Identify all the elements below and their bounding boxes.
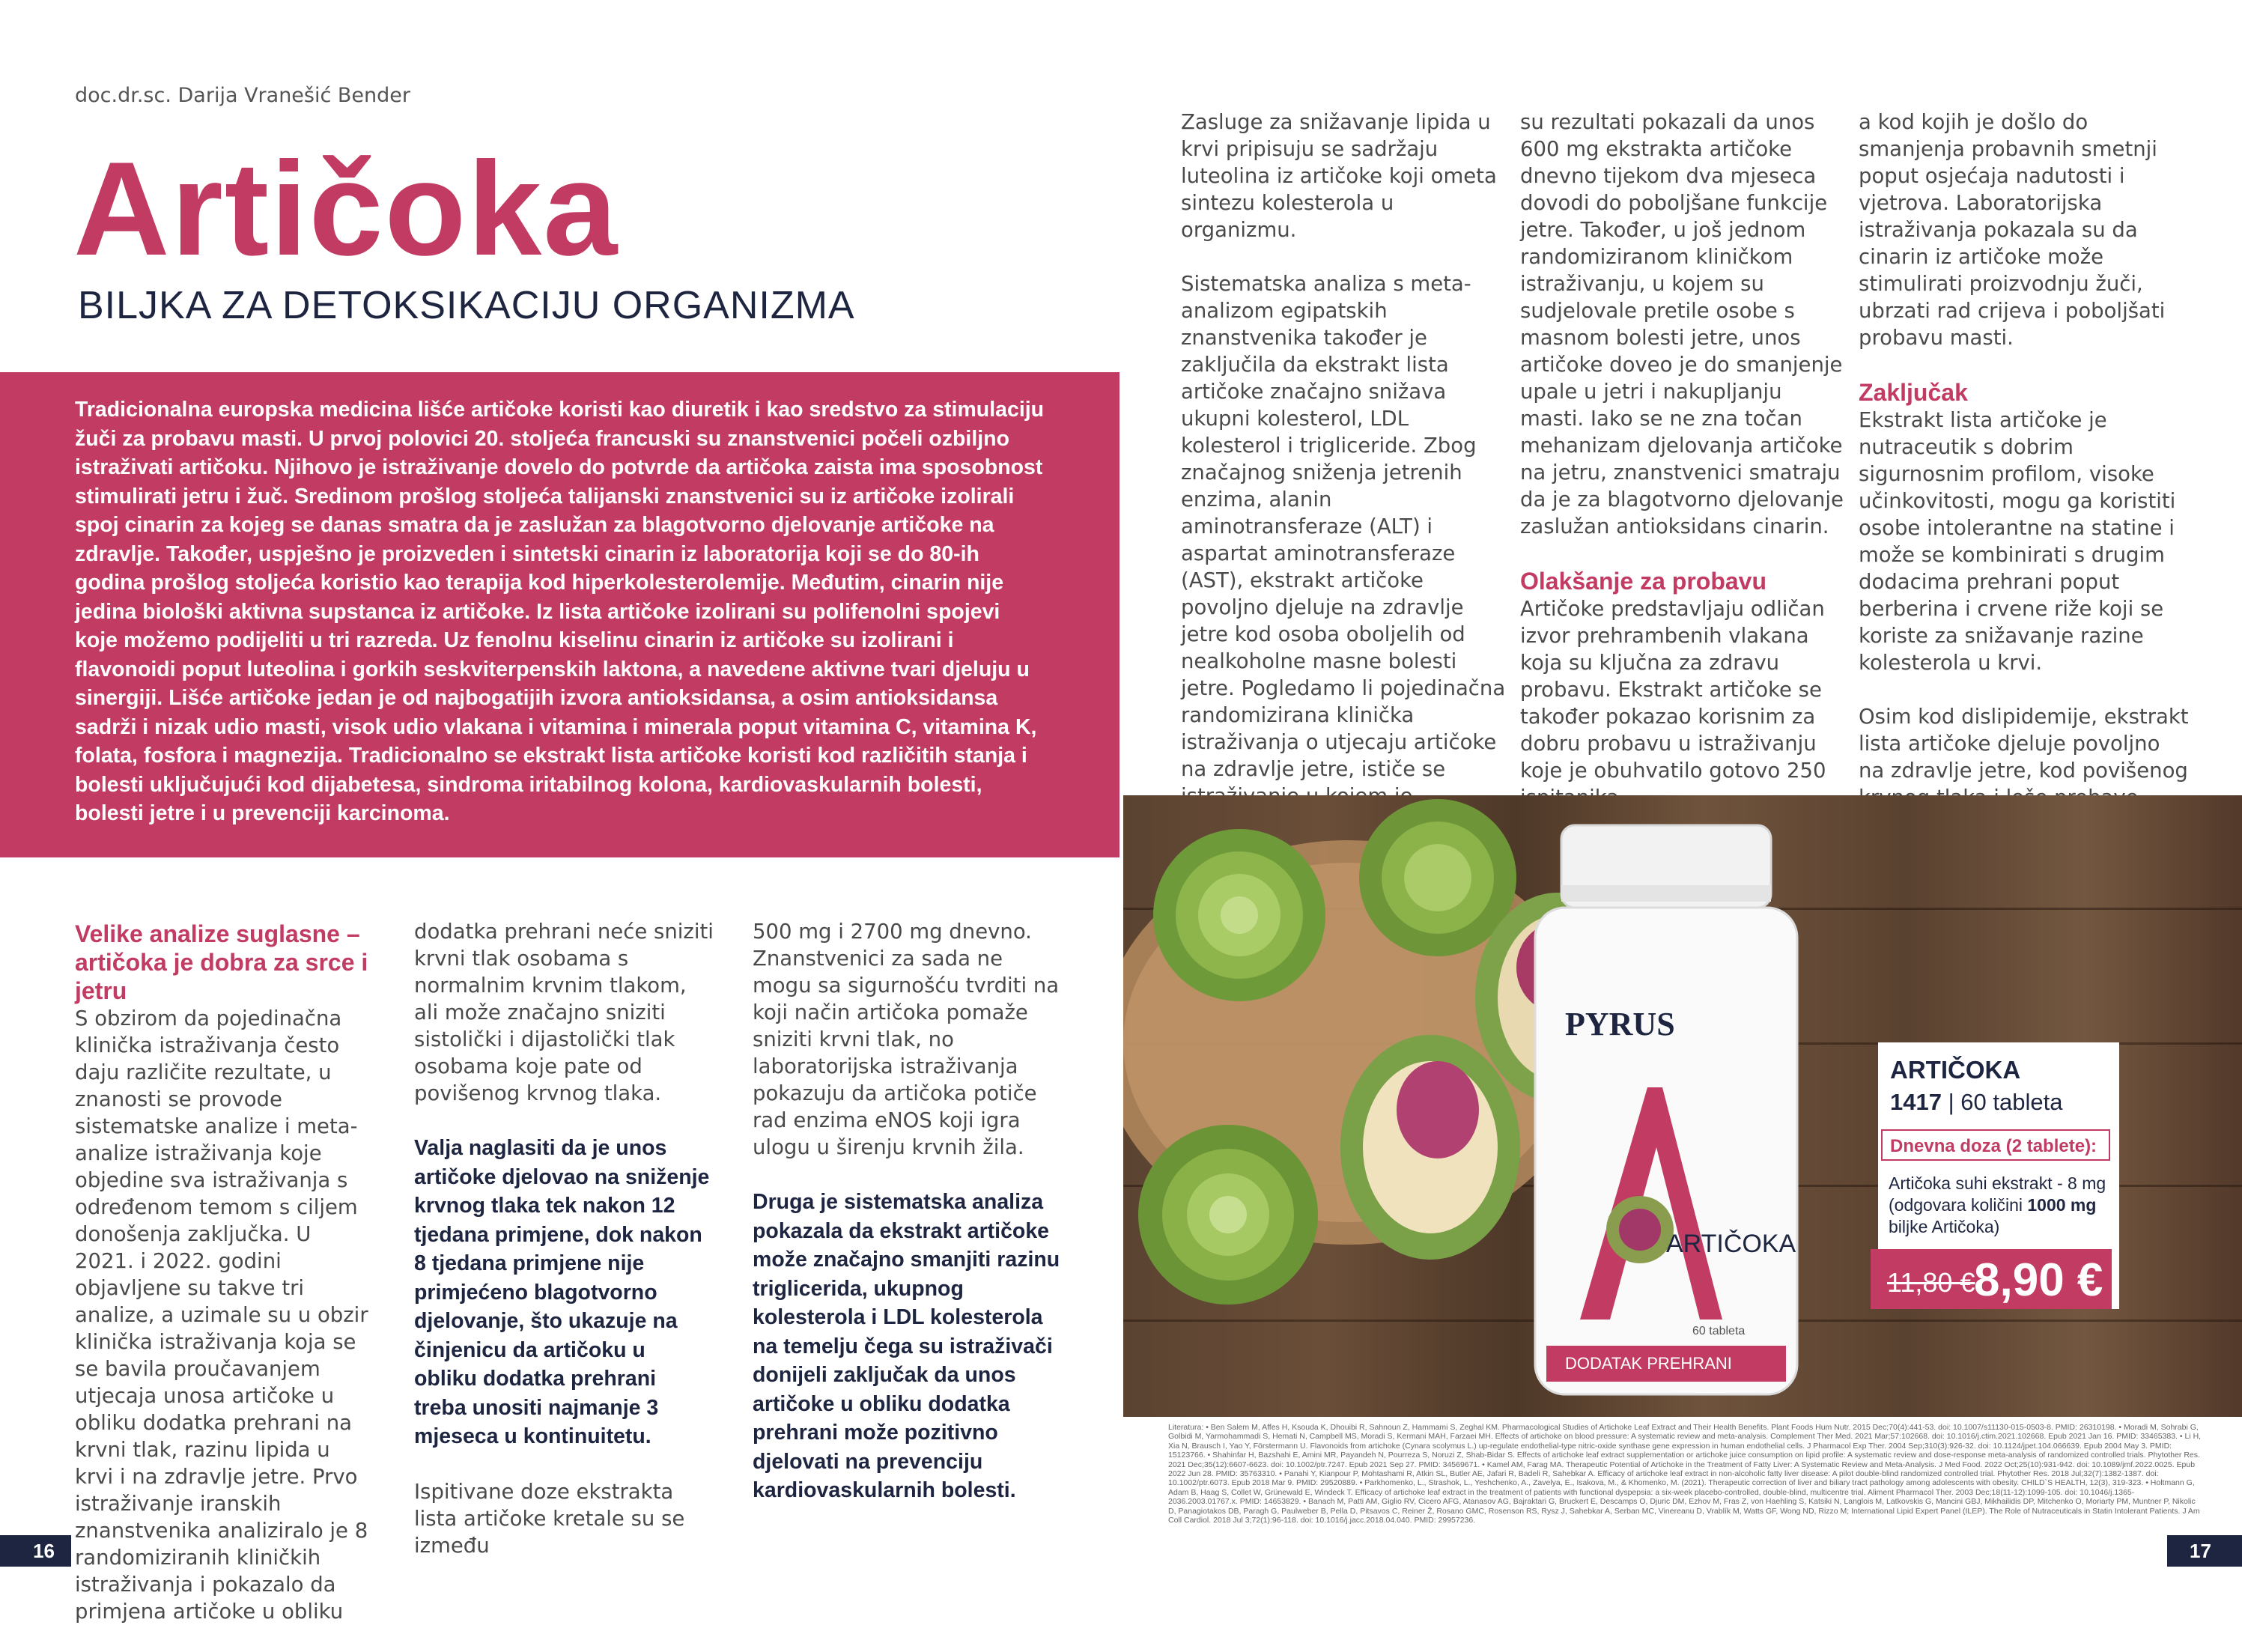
bottle-tag: DODATAK PREHRANI xyxy=(1565,1354,1732,1373)
page-subtitle: BILJKA ZA DETOKSIKACIJU ORGANIZMA xyxy=(78,284,855,327)
section-heading-digestion: Olakšanje za probavu xyxy=(1520,568,1767,595)
right-column-2-text-1: su rezultati pokazali da unos 600 mg ekstrakta artičoke dnevno tijekom dva mjeseca dovodi do poboljšane funkcije jetre. Također, u još jednom randomiziranom kliničkom istraživanju, u kojem su sudjelovale pretile osobe s masnom bolesti jetre, unos artičoke doveo je do smanjenje upale u jetri i nakupljanju masti. Iako se ne zna točan mehanizam djelovanja artičoke na jetru, znanstvenici smatraju da je za blagotvorno djelovanje zaslužan antioksidans cinarin. xyxy=(1520,110,1844,538)
artichoke-icon xyxy=(1138,1125,1318,1305)
bottle-label: ARTIČOKA xyxy=(1666,1230,1796,1258)
new-price: 8,90 € xyxy=(1974,1254,2103,1306)
dose-label: Dnevna doza (2 tablete): xyxy=(1881,1129,2110,1161)
page-number-left: 16 xyxy=(0,1535,71,1567)
artichoke-icon xyxy=(1153,829,1325,1001)
bottle-count: 60 tableta xyxy=(1692,1325,1746,1337)
right-column-1-text-1: Zasluge za snižavanje lipida u krvi pripisuju se sadržaju luteolina iz artičoke koji ometa sintezu kolesterola u organizmu. xyxy=(1181,110,1497,242)
dose-line-2: (odgovara količini xyxy=(1889,1195,2023,1215)
right-column-1-text-2: Sistematska analiza s meta-analizom egipatskih znanstvenika također je zaključila da ekstrakt lista artičoke značajno snižava ukupni kolesterol, LDL kolesterol i trigliceride. Zbog značajnog sniženja jetrenih enzima, alanin aminotransferaze (ALT) i aspartat aminotransferaze (AST), ekstrakt artičoke povoljno djeluje na zdravlje jetre kod osoba oboljelih od nealkoholne masne bolesti jetre. Pogledamo li pojedinačna randomizirana klinička istraživanja o utjecaju artičoke na zdravlje jetre, ističe se xyxy=(1181,272,1506,781)
page-title: Artičoka xyxy=(73,134,619,283)
column-1-text: S obzirom da pojedinačna klinička istraživanja često daju različite rezultate, u znanosti se provode sistematske analize i meta-analize istraživanja koje objedine sva istraživanja s određenom temom s ciljem donošenja zaključka. U 2021. i 2022. godini objavljene su takve tri analize, a uzimale su u obzir klinička istraživanja koja se se bavila proučavanjem utjecaja unosa artičoke u obliku dodatka prehrani na krvni tlak, razinu lipida u krvi i na zdravlje jetre. Prvo istraživanje iranskih znanstvenika analiziralo je 8 randomiziranih kliničkih istraživanja i pokazalo da primjena artičoke u obliku xyxy=(75,1006,368,1624)
references: Literatura: • Ben Salem M, Affes H, Ksouda K, Dhouibi R, Sahnoun Z, Hammami S, Zeghal KM. Pharmacological Studies of Artichoke Leaf Extract and Their Health Benefits. Plant Foods Hum Nutr. 2015 Dec;70(4):441-53. doi: 10.1007/s11130-015-0503-8. PMID: 26310198. • Moradi M, Sohrabi G, Golbidi M, Yarmohammadi S, Hemati N, Campbell MS, Moradi S, Kermani MAH, Farzaei MH. Effects of artichoke on blood pressure: A systematic review and meta-analysis. Complement Ther Med. 2021 Mar;57:102668. doi: 10.1016/j.ctim.2021.102668. Epub 2021 Jan 16. PMID: 33465383. • Li H, Xia N, Brausch I, Yao Y, Förstermann U. Flavonoids from artichoke (Cynara scolymus L.) up-regulate endothelial-type nitric-oxide synthase gene expression in human endothelial cells. J Pharmacol Exp Ther. 2004 Sep;310(3):926-32. doi: 10.1124/jpet.104.066639. Epub 2004 May 3. PMID: 15123766. • Shahinfar H, Bazshahi E, Amini MR, Payandeh N, Pourreza S, Noruzi Z, Shab-Bidar S. Effects of artichoke leaf extract supplementation or artichoke juice consumption on lipid profile: A systematic review and dose-response meta-analysis of randomized controlled trials. Phytother Res. 2021 Dec;35(12):6607-6623. doi: 10.1002/ptr.7247. Epub 2021 Sep 27. PMID: 34569671. • Kamel AM, Farag MA. Therapeutic Potential of Artichoke in the Treatment of Fatty Liver: A Systematic Review and Meta-Analysis. J Med Food. 2022 Oct;25(10):931-942. doi: 10.1089/jmf.2022.0025. Epub 2022 Jun 28. PMID: 35763310. • Panahi Y, Kianpour P, Mohtashami R, Atkin SL, Butler AE, Jafari R, Badeli R, Sahebkar A. Efficacy of artichoke leaf extract in non-alcoholic fatty liver disease: A pilot double-blind randomized controlled trial. Phytother Res. 2018 Jul;32(7):1382-1387. doi: 10.1002/ptr.6073. Epub 2018 Mar 9. PMID: 29520889. • Parkhomenko, L., Strashok, L., Yeshchenko, A., Zavelya, E., Isakova, M., & Khomenko, M. (2021). Therapeutic correction of liver and biliary tract pathology among adolescents with obesity. CHILD`S HEALTH, 12(3), 319-323. • Holtmann G, Adam B, Haag S, Collet W, Grünewald E, Windeck T. Efficacy of artichoke leaf extract in the treatment of patients with functional dyspepsia: a six-week placebo-controlled, double-blind, multicentre trial. Aliment Pharmacol Ther. 2003 Dec;18(11-12):1099-105. doi: 10.1046/j.1365-2036.2003.01767.x. PMID: 14653829. • Banach M, Patti AM, Giglio RV, Cicero AFG, Atanasov AG, Bajraktari G, Bruckert E, Descamps O, Djuric DM, Ezhov M, Fras Z, von Haehling S, Katsiki N, Langlois M, Latkovskis G, Mancini GBJ, Mikhailidis DP, Mitchenko O, Moriarty PM, Muntner P, Nikolic D, Panagiotakos DB, Paragh G, Paulweber B, Pella D, Pitsavos C, Reiner Ž, Rosano GMC, Rosenson RS, Rysz J, Sahebkar A, Serban MC, Vinereanu D, Vrablík M, Watts GF, Wong ND, Rizzo M; International Lipid Expert Panel (ILEP). The Role of Nutraceuticals in Statin Intolerant Patients. J Am Coll Cardiol. 2018 Jul 3;72(1):96-118. doi: 10.1016/j.jacc.2018.04.040. PMID: 29957236. xyxy=(1168,1423,2202,1525)
dose-line-3: bilјke Artičoka) xyxy=(1889,1217,2000,1236)
product-bottle xyxy=(1535,825,1797,1394)
product-code xyxy=(1890,1089,2062,1116)
column-2-text-2: Ispitivane doze ekstrakta lista artičoke kretale su se između xyxy=(414,1479,685,1558)
right-column-3-text-2: Ekstrakt lista artičoke je nutraceutik s dobrim sigurnosnim profilom, visoke učinkovitosti, mogu ga koristiti osobe intolerantne na statine i može se kombinirati s drugim dodacima prehrani poput berberina i crvene riže koji se koriste za snižavanje razine kolesterola u krvi. xyxy=(1859,408,2176,675)
right-column-3-text-3: Osim kod dislipidemije, ekstrakt lista artičoke djeluje povoljno na zdravlje jetre, kod povišenog xyxy=(1859,705,2189,783)
column-2-highlight: Valja naglasiti da je unos artičoke djelovao na sniženje krvnog tlaka tek nakon 12 tjedana primjene, dok nakon 8 tjedana primjene nije primjećeno blagotvorno djelovanje, što ukazuje na činjenicu da artičoku u obliku dodatka prehrani treba unositi najmanje 3 mjeseca u kontinuitetu. xyxy=(414,1136,710,1448)
dose-line-1: Artičoka suhi ekstrakt - 8 mg xyxy=(1889,1173,2106,1193)
column-3-highlight: Druga je sistematska analiza pokazala da ekstrakt artičoke može značajno smanjiti razinu triglicerida, ukupnog kolesterola i LDL kolesterola na temelju čega su istraživači donijeli zaključak da unos artičoke u obliku dodatka prehrani može pozitivno djelovati na prevenciju kardiovaskularnih bolesti. xyxy=(753,1190,1060,1502)
artichoke-half-icon xyxy=(1340,1035,1520,1260)
author: doc.dr.sc. Darija Vranešić Bender xyxy=(75,84,411,107)
right-column-2-text-2: Artičoke predstavljaju odličan izvor prehrambenih vlakana koja su ključna za zdravu probavu. Ekstrakt artičoke se također pokazao korisnim za dobru probavu u istraživanju koje je obuhvatilo gotovo 250 xyxy=(1520,597,1826,783)
section-heading-heart-liver: Velike analize suglasne – artičoka je dobra za srce i jetru xyxy=(75,920,368,1004)
right-column-3 xyxy=(1859,109,2192,838)
column-1 xyxy=(75,920,374,1652)
bottle-brand: PYRUS xyxy=(1565,1006,1675,1042)
artichoke-icon xyxy=(1359,799,1516,956)
page-number-right: 17 xyxy=(2167,1535,2242,1567)
column-2-text-1: dodatka prehrani neće sniziti krvni tlak osobama s normalnim krvnim tlakom, ali može značajno sniziti sistolički i dijastolički tlak osobama koje pate od povišenog krvnog tlaka. xyxy=(414,920,714,1105)
product-name: ARTIČOKA xyxy=(1890,1056,2021,1084)
column-3-text-1: 500 mg i 2700 mg dnevno. Znanstvenici za sada ne mogu sa sigurnošću tvrditi na koji način artičoka pomaže sniziti krvni tlak, no laboratorijska istraživanja pokazuju da artičoka potiče rad enzima eNOS koji igra ulogu u širenju krvnih žila. xyxy=(753,920,1060,1159)
old-price: 11,80 € xyxy=(1887,1267,1975,1298)
column-2 xyxy=(414,918,714,1586)
right-column-2 xyxy=(1520,109,1846,838)
section-heading-conclusion: Zaključak xyxy=(1859,379,1968,406)
product-number: 1417 xyxy=(1890,1089,1942,1115)
column-3 xyxy=(753,918,1067,1532)
right-column-3-text-1: a kod kojih je došlo do smanjenja probavnih smetnji poput osjećaja nadutosti i vjetrova. Laboratorijska istraživanja pokazala su da cinarin iz artičoke može stimulirati proizvodnju žuči, ubrzati rad crijeva i poboljšati probavu masti. xyxy=(1859,110,2166,350)
dose-text xyxy=(1889,1173,2113,1238)
intro-text: Tradicionalna europska medicina lišće artičoke koristi kao diuretik i kao sredstvo za stimulaciju žuči za probavu masti. U prvoj polovici 20. stoljeća francuski su znanstvenici počeli ozbiljno istraživati artičoku. Njihovo je istraživanje dovelo do potvrde da artičoka zaista ima sposobnost stimulirati jetru i žuč. Sredinom prošlog stoljeća talijanski znanstvenici su iz artičoke izolirali spoj cinarin za kojeg se danas smatra da je zaslužan za blagotvorno djelovanje artičoke na zdravlje. Također, uspješno je proizveden i sintetski cinarin iz laboratorija koji se do 80-ih godina prošlog stoljeća koristio kao terapija kod hiperkolesterolemije. Međutim, cinarin nije jedina biološki aktivna supstanca iz artičoke. Iz lista artičoke izolirani su polifenolni spojevi koje možemo podijeliti u tri razreda. Uz fenolnu kiselinu cinarin iz artičoke su izolirani i flavonoidi poput luteolina i gorkih seskviterpenskih laktona, a navedene aktivne tvari djeluju u sinergiji. Lišće artičoke jedan je od najbogatijih izvora antioksidansa, a osim antioksidansa sadrži i nizak udio masti, visok udio vlakana i vitamina i minerala poput vitamina C, vitamina K, folata, fosfora i magnezija. Tradicionalno se ekstrakt lista artičoke koristi kod različitih stanja i bolesti uključujući kod dijabetesa, sindroma iritabilnog kolona, kardiovaskularnih bolesti, bolesti jetre i u prevenciji karcinoma. xyxy=(75,398,1045,825)
dose-amount: 1000 mg xyxy=(2027,1195,2097,1215)
product-pack: | 60 tableta xyxy=(1948,1089,2063,1115)
